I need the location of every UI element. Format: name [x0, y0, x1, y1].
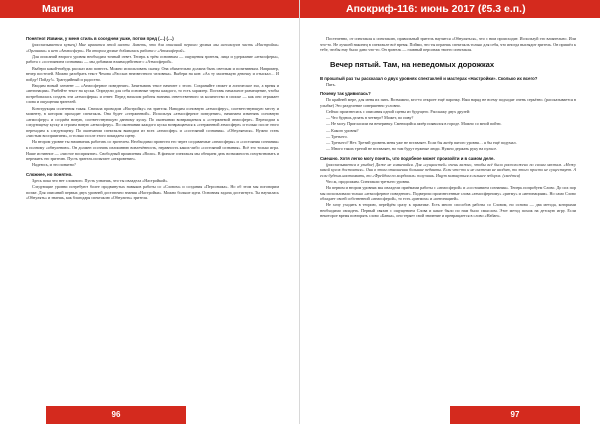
paragraph: Для описаний второго уровня необходим точный ответ. Теперь к трём основным — ощущения зрителя, лица и удержание «атмосферы», работа с «состоянием сознания» — мы добавили взаимодействие с «Атмосферой». [26, 53, 279, 65]
paragraph: Выбери какой-нибудь рассказ или повесть. Можно использовать сказку. Она обязательно должна быть светлым и позитивным. Например, вечер постелей. Можно разобрать текст Чехова «Рассказ неизвестного человека». Выбери на кон: «Ах ту маленькую девочку и отыскал… И пойду! Пойду!». Трагедийный и радостно. [26, 65, 279, 82]
paragraph: Пять. [326, 81, 336, 87]
right-page-text-top [320, 36, 576, 53]
paragraph: (рассказывается кузнец) Мне нравится этой шелти. Заметь, что для описаний первого уровня мы используем часть «Настройка» «Органика» и нет «Атмосфера». На втором уровне добавилась работа с «Атмосферой». [26, 42, 279, 53]
paragraph: — Не могу. Пригласили на вечеринку. Смеющийся актёр появился в городе. Можно со мной пойти. [326, 121, 502, 127]
paragraph: Понятно! Извини, у меня стиль в соседнем ушке, потом пред (…) (…) [26, 36, 174, 41]
paragraph: На первом и втором уровнях мы овладели приёмами работы с «атмосферой» и «состоянием сознания». Теперь попробуем Слово. До сих пор мы использовали только «атмосферное поведение». Подвергли произнесенные слова «атмосферному» «ритму» и «интонациям». Но само Слово обладает своей собственной «атмосферой», то есть «ритмом» и «интонацией». [320, 185, 576, 202]
paragraph: Постепенно, от спектакля к спектаклю, правильный зритель научится «Обнуляться», что с ним происходит. Используй это влиятельно. Или что-то. Не лучшей наконец в спектакле всё время. Пойми, что ты играешь спектакль только для себя, что иногда выглядит зритель. Он пришёл к тебе, чтобы ему было дано что-то. Он зритель — главный персонаж твоего спектакля. [320, 36, 576, 53]
right-page-text-bottom [320, 76, 576, 219]
paragraph: (рассказывается в улыбке) Даже не сомневайся. Для «сущностей» очень важно, чтобы всё было расположено по своим местам. «Нежу какой кусок достоится». Они в этом отношении большие педанты. Если что-то и не система не входит, то этого просто не существует. А если будешь настаивать, то «Фрейдом по мордасам» получишь. Ищут замкнуться в сильнее зеборок. (смеётся) [320, 161, 576, 178]
paragraph: Сейчас произнесись с описания одной сцены из будущего. Расскажу двух друзей: [326, 109, 471, 115]
left-page-text [26, 36, 279, 398]
paragraph: — Третьего. [326, 133, 348, 139]
paragraph: Вводим новый элемент — «Атмосферное поведение». Зачитывать текст начните с этого. Сохраняйте сюжет и логическое эхо, а время и «интонации». Разбейте текст на куски. Определи для себя основные черты каждого, то есть характер. Поставь начальное размещение, чтобы потребовалась создать эти «атмосферы» и ответ. Перед началом работы назначь ответственного за количество в списке — как оно отражает слова и ощущения зрителей. [26, 82, 279, 105]
right-page-number: 97 [450, 406, 580, 424]
right-page-text [320, 36, 576, 398]
section-title: Вечер пятый. Там, на неведомых дорожках [330, 59, 495, 69]
paragraph: Почему так удивилась? [320, 91, 371, 97]
paragraph: Сложнее, но понятно. [26, 171, 73, 177]
paragraph: Не хочу уходить в теорию, перейдём сразу к практике. Есть много способов работы со Словом, но основа — два метода, которыми необходимо овладеть. Первый связан с ощущением Слова и какое было по нам было смыслом. Этот метод похож на детскую игру. Если некоторое время повторять слово «Банка», оно теряет свой значение и превращается в слово «Набан». [320, 202, 576, 219]
paragraph: Надеюсь, и это понятно? [32, 162, 76, 168]
paragraph: Смешно. Хотя легко могу понять, что подобное может произойти и в самом деле. [320, 155, 495, 161]
paragraph: Что ж, продолжим. Спектакли третьего уровня. [326, 178, 410, 184]
paragraph: По крайней мере, для меня их пять. Возможно, кто-то откроет ещё парочку. Наш наряд не всему подходят очень серьёзно. (рассказывается в улыбке) Это разделение совершенно условно. [320, 97, 576, 109]
left-page-number: 96 [46, 406, 186, 424]
paragraph: — Что будешь делать в четверг? Может, по пиву? [326, 115, 414, 121]
paragraph: Здесь пока что нет сложного. Пусть узнаешь, что ты овладела «Настройкой». [32, 177, 169, 183]
left-page-header: Магия [0, 0, 299, 18]
paragraph: Следующие уровни потребуют более продвинутых навыков работы со «Словом» и создания «Персонажа». Но об этом мы поговорим позже. Для описаний первых двух уровней достаточно знания «Настройки». Можно больше идти. Основная задача достигнута. Ты научилась «Обнулять» и знаешь, как благодаря спектаклю «Обнулить» зрителя. [26, 184, 279, 201]
right-page-header: Апокриф-116: июнь 2017 (ℓ5.3 е.п.) [300, 0, 600, 18]
paragraph: В прошлый раз ты рассказал о двух уровнях спектаклей и мастерах «Настройки». Сколько их всего? [320, 75, 538, 81]
paragraph: На втором уровне ты начинаешь работать со зрителем. Необходимо провести его через создаваемые «атмосферы» и «состояния сознания» к полному «обнулению». Он должен осознать излишнюю вовлечённость, неравность каких-либо «состояний сознания». Всё это только игра. Наше истинное — «чистое восприятие». Свободный проявления «Воли». В финале спектакля мы обещаем дать возможность почувствовать и пережить это зрителю. Пусть зритель испытает «откровение». [26, 139, 279, 162]
paragraph: — Много таких третий не вставляет, но там будут нужные люди. Нужно держать руку на пульсе. [326, 146, 498, 151]
paragraph: — Третьего? Нет. Третий уровень меня уже не вставляет. Если бы актёр пятого уровня… я бы ещё подумал. [326, 139, 517, 145]
paragraph: Конструкция сплетения такая. Сначала проводим «Настройку» на зрителя. Наводим основную «атмосферу», соответствующую месту и моменту, в котором проходит спектакль. Она будет «стержневой». Используя «атмосферное поведение», начинаем изменять основную «атмосферу» и создаём новую, соответствующую данному куску. По окончании возвращаемся к «стержневой атмосфере». Переходим к следующему куску и строим новую «атмосферу». По окончании каждого куска возвращаемся к «стержневой атмосфере» и только после этого переходим к следующему. По окончании спектакля выводим из всех «атмосфер» и «состояний сознания». «Обнуляемся». Нужно стать «чистым восприятием», и только после этого покидаем сцену. [26, 105, 279, 139]
paragraph: — Какого уровня? [326, 127, 359, 133]
right-page [300, 0, 600, 424]
